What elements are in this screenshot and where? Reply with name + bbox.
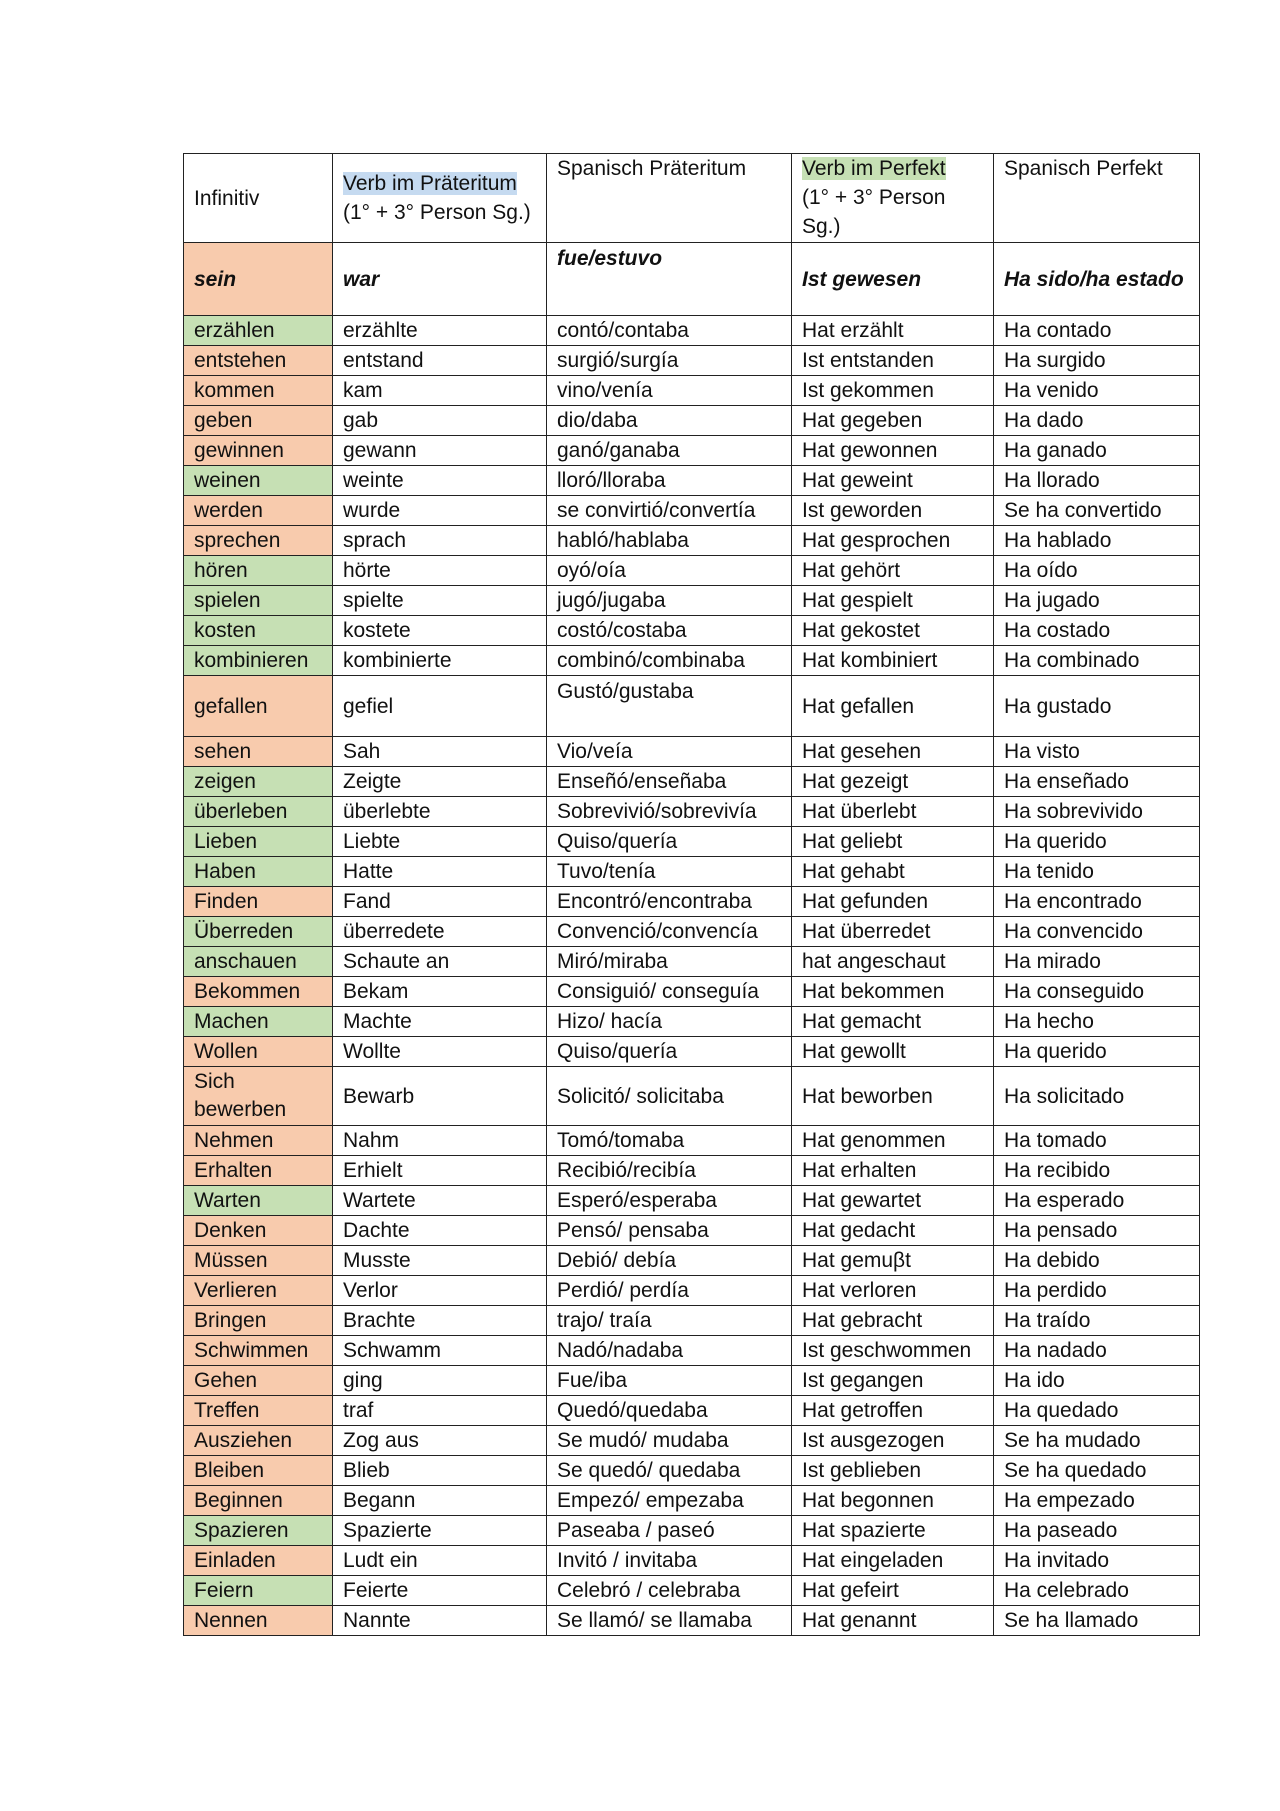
header-infinitiv-text: Infinitiv [194,186,260,210]
header-perfekt-line2: (1° + 3° Person Sg.) [802,186,946,238]
cell-praeteritum: Bewarb [333,1067,547,1126]
cell-spanisch-praeteritum: Gustó/gustaba [547,676,792,737]
table-row [184,616,1200,646]
cell-infinitiv: Denken [184,1216,333,1246]
cell-infinitiv: Bringen [184,1306,333,1336]
cell-spanisch-perfekt: Se ha convertido [994,496,1200,526]
cell-perfekt: Ist geschwommen [792,1336,994,1366]
cell-spanisch-praeteritum: Invitó / invitaba [547,1546,792,1576]
cell-spanisch-perfekt: Ha sobrevivido [994,797,1200,827]
table-row [184,646,1200,676]
cell-spanisch-praeteritum: Consiguió/ conseguía [547,977,792,1007]
table-row [184,346,1200,376]
table-row [184,1426,1200,1456]
cell-praeteritum: gefiel [333,676,547,737]
table-row [184,1306,1200,1336]
cell-praeteritum: Liebte [333,827,547,857]
cell-perfekt: Ist gekommen [792,376,994,406]
cell-praeteritum: gewann [333,436,547,466]
cell-perfekt: Hat spazierte [792,1516,994,1546]
table-row [184,376,1200,406]
cell-praeteritum: Ludt ein [333,1546,547,1576]
cell-perfekt: Ist gegangen [792,1366,994,1396]
cell-spanisch-perfekt: Se ha quedado [994,1456,1200,1486]
cell-infinitiv: Ausziehen [184,1426,333,1456]
cell-perfekt: Hat gehabt [792,857,994,887]
table-row [184,1366,1200,1396]
cell-infinitiv: Überreden [184,917,333,947]
cell-infinitiv: Spazieren [184,1516,333,1546]
cell-spanisch-perfekt: Ha invitado [994,1546,1200,1576]
cell-spanisch-praeteritum: jugó/jugaba [547,586,792,616]
cell-spanisch-perfekt: Ha oído [994,556,1200,586]
cell-spanisch-praeteritum: costó/costaba [547,616,792,646]
header-infinitiv [184,154,333,243]
table-row [184,676,1200,737]
table-row [184,1336,1200,1366]
cell-praeteritum: kostete [333,616,547,646]
cell-infinitiv: Gehen [184,1366,333,1396]
table-row [184,243,1200,316]
cell-perfekt: Hat genannt [792,1606,994,1636]
table-row [184,496,1200,526]
cell-infinitiv: Sich bewerben [184,1067,333,1126]
table-row [184,1186,1200,1216]
cell-infinitiv: Bekommen [184,977,333,1007]
cell-perfekt: Hat verloren [792,1276,994,1306]
table-row [184,1516,1200,1546]
cell-infinitiv: Warten [184,1186,333,1216]
table-row [184,1007,1200,1037]
cell-perfekt: Ist gewesen [792,243,994,316]
cell-spanisch-praeteritum: Quiso/quería [547,1037,792,1067]
cell-spanisch-praeteritum: Paseaba / paseó [547,1516,792,1546]
cell-spanisch-praeteritum: Tomó/tomaba [547,1126,792,1156]
table-row [184,1216,1200,1246]
table-row [184,1486,1200,1516]
verb-conjugation-table [183,153,1200,1636]
table-row [184,1396,1200,1426]
cell-perfekt: Hat erzählt [792,316,994,346]
header-perfekt [792,154,994,243]
table-header-row [184,154,1200,243]
cell-spanisch-perfekt: Ha querido [994,827,1200,857]
cell-perfekt: Hat überredet [792,917,994,947]
table-row [184,466,1200,496]
cell-perfekt: Hat geliebt [792,827,994,857]
cell-spanisch-perfekt: Ha ido [994,1366,1200,1396]
header-praeteritum [333,154,547,243]
table-row [184,1576,1200,1606]
cell-perfekt: Hat gezeigt [792,767,994,797]
cell-spanisch-praeteritum: oyó/oía [547,556,792,586]
cell-spanisch-praeteritum: Esperó/esperaba [547,1186,792,1216]
cell-infinitiv: Haben [184,857,333,887]
cell-perfekt: Hat begonnen [792,1486,994,1516]
table-row [184,827,1200,857]
header-spanisch-perfekt [994,154,1200,243]
cell-infinitiv: gewinnen [184,436,333,466]
cell-spanisch-perfekt: Ha traído [994,1306,1200,1336]
cell-infinitiv: erzählen [184,316,333,346]
table-row [184,857,1200,887]
cell-praeteritum: Brachte [333,1306,547,1336]
cell-praeteritum: Wollte [333,1037,547,1067]
cell-infinitiv: Treffen [184,1396,333,1426]
cell-perfekt: Ist geblieben [792,1456,994,1486]
cell-spanisch-praeteritum: Vio/veía [547,737,792,767]
cell-infinitiv: sprechen [184,526,333,556]
cell-spanisch-praeteritum: fue/estuvo [547,243,792,316]
cell-praeteritum: Bekam [333,977,547,1007]
table-row [184,797,1200,827]
cell-praeteritum: Machte [333,1007,547,1037]
cell-praeteritum: hörte [333,556,547,586]
cell-perfekt: Hat erhalten [792,1156,994,1186]
cell-praeteritum: Blieb [333,1456,547,1486]
cell-infinitiv: Nennen [184,1606,333,1636]
cell-spanisch-perfekt: Se ha llamado [994,1606,1200,1636]
cell-spanisch-perfekt: Ha nadado [994,1336,1200,1366]
cell-perfekt: Hat getroffen [792,1396,994,1426]
cell-praeteritum: überlebte [333,797,547,827]
cell-spanisch-perfekt: Ha paseado [994,1516,1200,1546]
cell-spanisch-perfekt: Ha hecho [994,1007,1200,1037]
cell-spanisch-perfekt: Ha mirado [994,947,1200,977]
cell-perfekt: Hat gewollt [792,1037,994,1067]
cell-infinitiv: weinen [184,466,333,496]
cell-spanisch-perfekt: Ha llorado [994,466,1200,496]
table-row [184,1156,1200,1186]
cell-infinitiv: zeigen [184,767,333,797]
table-row [184,1126,1200,1156]
cell-infinitiv: Machen [184,1007,333,1037]
cell-spanisch-perfekt: Ha surgido [994,346,1200,376]
cell-spanisch-perfekt: Ha encontrado [994,887,1200,917]
cell-spanisch-perfekt: Ha jugado [994,586,1200,616]
cell-spanisch-praeteritum: Encontró/encontraba [547,887,792,917]
cell-perfekt: Hat bekommen [792,977,994,1007]
cell-infinitiv: sein [184,243,333,316]
cell-spanisch-praeteritum: Miró/miraba [547,947,792,977]
cell-praeteritum: Feierte [333,1576,547,1606]
table-row [184,586,1200,616]
cell-praeteritum: ging [333,1366,547,1396]
cell-praeteritum: sprach [333,526,547,556]
cell-praeteritum: kombinierte [333,646,547,676]
table-row [184,1276,1200,1306]
cell-spanisch-perfekt: Ha visto [994,737,1200,767]
cell-praeteritum: Hatte [333,857,547,887]
cell-praeteritum: war [333,243,547,316]
cell-praeteritum: traf [333,1396,547,1426]
cell-praeteritum: Zog aus [333,1426,547,1456]
cell-infinitiv: Lieben [184,827,333,857]
cell-spanisch-perfekt: Ha sido/ha estado [994,243,1200,316]
cell-perfekt: Hat gefeirt [792,1576,994,1606]
cell-praeteritum: kam [333,376,547,406]
cell-spanisch-perfekt: Se ha mudado [994,1426,1200,1456]
cell-infinitiv: anschauen [184,947,333,977]
cell-spanisch-perfekt: Ha esperado [994,1186,1200,1216]
cell-praeteritum: erzählte [333,316,547,346]
cell-praeteritum: Dachte [333,1216,547,1246]
cell-spanisch-praeteritum: Perdió/ perdía [547,1276,792,1306]
cell-perfekt: Hat gefallen [792,676,994,737]
cell-praeteritum: Fand [333,887,547,917]
table-row [184,526,1200,556]
cell-infinitiv: sehen [184,737,333,767]
header-perfekt-line1: Verb im Perfekt [802,157,946,180]
cell-spanisch-praeteritum: Empezó/ empezaba [547,1486,792,1516]
cell-infinitiv: Beginnen [184,1486,333,1516]
cell-spanisch-praeteritum: combinó/combinaba [547,646,792,676]
cell-spanisch-perfekt: Ha perdido [994,1276,1200,1306]
cell-spanisch-praeteritum: Quiso/quería [547,827,792,857]
cell-spanisch-perfekt: Ha empezado [994,1486,1200,1516]
table-row [184,947,1200,977]
table-row [184,767,1200,797]
table-row [184,977,1200,1007]
cell-praeteritum: spielte [333,586,547,616]
header-spanisch-praeteritum-text: Spanisch Präteritum [557,157,747,180]
cell-spanisch-perfekt: Ha costado [994,616,1200,646]
cell-spanisch-perfekt: Ha pensado [994,1216,1200,1246]
table-row [184,1037,1200,1067]
cell-praeteritum: Nahm [333,1126,547,1156]
cell-infinitiv: Bleiben [184,1456,333,1486]
cell-spanisch-perfekt: Ha gustado [994,676,1200,737]
cell-spanisch-praeteritum: Debió/ debía [547,1246,792,1276]
cell-infinitiv: hören [184,556,333,586]
table-row [184,556,1200,586]
cell-perfekt: Hat kombiniert [792,646,994,676]
cell-spanisch-perfekt: Ha quedado [994,1396,1200,1426]
cell-spanisch-perfekt: Ha convencido [994,917,1200,947]
cell-spanisch-perfekt: Ha combinado [994,646,1200,676]
cell-perfekt: hat angeschaut [792,947,994,977]
cell-spanisch-praeteritum: vino/venía [547,376,792,406]
cell-spanisch-praeteritum: trajo/ traía [547,1306,792,1336]
cell-spanisch-praeteritum: Enseñó/enseñaba [547,767,792,797]
cell-perfekt: Hat gedacht [792,1216,994,1246]
cell-spanisch-perfekt: Ha venido [994,376,1200,406]
cell-perfekt: Hat überlebt [792,797,994,827]
cell-infinitiv: werden [184,496,333,526]
header-spanisch-praeteritum [547,154,792,243]
cell-spanisch-perfekt: Ha querido [994,1037,1200,1067]
cell-infinitiv: Feiern [184,1576,333,1606]
cell-spanisch-praeteritum: Quedó/quedaba [547,1396,792,1426]
cell-infinitiv: Verlieren [184,1276,333,1306]
cell-spanisch-perfekt: Ha contado [994,316,1200,346]
cell-spanisch-praeteritum: se convirtió/convertía [547,496,792,526]
table-body [184,243,1200,1636]
cell-perfekt: Hat gekostet [792,616,994,646]
cell-perfekt: Hat beworben [792,1067,994,1126]
cell-perfekt: Hat gefunden [792,887,994,917]
cell-spanisch-praeteritum: Se quedó/ quedaba [547,1456,792,1486]
cell-spanisch-praeteritum: Se llamó/ se llamaba [547,1606,792,1636]
cell-spanisch-praeteritum: Hizo/ hacía [547,1007,792,1037]
table-row [184,1246,1200,1276]
table-row [184,1546,1200,1576]
table-row [184,1067,1200,1126]
cell-perfekt: Hat gebracht [792,1306,994,1336]
cell-praeteritum: Wartete [333,1186,547,1216]
cell-praeteritum: gab [333,406,547,436]
cell-perfekt: Hat gesehen [792,737,994,767]
cell-infinitiv: Schwimmen [184,1336,333,1366]
cell-perfekt: Hat gewartet [792,1186,994,1216]
cell-spanisch-praeteritum: Se mudó/ mudaba [547,1426,792,1456]
cell-spanisch-perfekt: Ha recibido [994,1156,1200,1186]
cell-perfekt: Hat gemuβt [792,1246,994,1276]
cell-spanisch-praeteritum: Fue/iba [547,1366,792,1396]
cell-perfekt: Hat gespielt [792,586,994,616]
cell-perfekt: Ist geworden [792,496,994,526]
cell-infinitiv: geben [184,406,333,436]
table-row [184,406,1200,436]
cell-spanisch-perfekt: Ha solicitado [994,1067,1200,1126]
cell-infinitiv: Wollen [184,1037,333,1067]
cell-spanisch-praeteritum: surgió/surgía [547,346,792,376]
cell-spanisch-perfekt: Ha ganado [994,436,1200,466]
cell-perfekt: Hat eingeladen [792,1546,994,1576]
cell-infinitiv: kosten [184,616,333,646]
cell-infinitiv: gefallen [184,676,333,737]
cell-praeteritum: Verlor [333,1276,547,1306]
cell-perfekt: Ist entstanden [792,346,994,376]
table-row [184,887,1200,917]
cell-infinitiv: spielen [184,586,333,616]
table-row [184,917,1200,947]
cell-infinitiv: Müssen [184,1246,333,1276]
cell-praeteritum: entstand [333,346,547,376]
cell-praeteritum: Zeigte [333,767,547,797]
cell-spanisch-praeteritum: Tuvo/tenía [547,857,792,887]
cell-praeteritum: Nannte [333,1606,547,1636]
table-row [184,316,1200,346]
cell-perfekt: Hat genommen [792,1126,994,1156]
cell-infinitiv: entstehen [184,346,333,376]
cell-spanisch-praeteritum: Recibió/recibía [547,1156,792,1186]
cell-spanisch-perfekt: Ha hablado [994,526,1200,556]
cell-infinitiv: überleben [184,797,333,827]
header-praeteritum-line2: (1° + 3° Person Sg.) [343,201,531,224]
cell-spanisch-praeteritum: lloró/lloraba [547,466,792,496]
cell-infinitiv: kommen [184,376,333,406]
table-row [184,1456,1200,1486]
cell-perfekt: Hat gesprochen [792,526,994,556]
cell-infinitiv: Nehmen [184,1126,333,1156]
cell-praeteritum: Spazierte [333,1516,547,1546]
cell-perfekt: Hat gemacht [792,1007,994,1037]
cell-spanisch-praeteritum: ganó/ganaba [547,436,792,466]
header-spanisch-perfekt-text: Spanisch Perfekt [1004,157,1163,180]
table-row [184,737,1200,767]
cell-spanisch-perfekt: Ha enseñado [994,767,1200,797]
cell-perfekt: Hat gewonnen [792,436,994,466]
cell-praeteritum: Erhielt [333,1156,547,1186]
cell-praeteritum: überredete [333,917,547,947]
cell-praeteritum: Sah [333,737,547,767]
cell-spanisch-praeteritum: Nadó/nadaba [547,1336,792,1366]
cell-spanisch-praeteritum: habló/hablaba [547,526,792,556]
cell-spanisch-praeteritum: contó/contaba [547,316,792,346]
header-praeteritum-line1: Verb im Präteritum [343,172,517,195]
cell-spanisch-perfekt: Ha conseguido [994,977,1200,1007]
cell-infinitiv: Erhalten [184,1156,333,1186]
cell-spanisch-praeteritum: Celebró / celebraba [547,1576,792,1606]
cell-perfekt: Hat geweint [792,466,994,496]
cell-spanisch-perfekt: Ha tenido [994,857,1200,887]
cell-spanisch-perfekt: Ha celebrado [994,1576,1200,1606]
cell-spanisch-praeteritum: dio/daba [547,406,792,436]
cell-praeteritum: weinte [333,466,547,496]
cell-spanisch-praeteritum: Sobrevivió/sobrevivía [547,797,792,827]
cell-infinitiv: Einladen [184,1546,333,1576]
table-row [184,436,1200,466]
table-row [184,1606,1200,1636]
cell-praeteritum: Schaute an [333,947,547,977]
cell-spanisch-praeteritum: Solicitó/ solicitaba [547,1067,792,1126]
cell-spanisch-praeteritum: Pensó/ pensaba [547,1216,792,1246]
cell-perfekt: Hat gehört [792,556,994,586]
cell-spanisch-perfekt: Ha dado [994,406,1200,436]
cell-praeteritum: Begann [333,1486,547,1516]
cell-praeteritum: wurde [333,496,547,526]
cell-infinitiv: Finden [184,887,333,917]
cell-perfekt: Ist ausgezogen [792,1426,994,1456]
cell-perfekt: Hat gegeben [792,406,994,436]
cell-spanisch-perfekt: Ha debido [994,1246,1200,1276]
cell-praeteritum: Schwamm [333,1336,547,1366]
cell-infinitiv: kombinieren [184,646,333,676]
cell-praeteritum: Musste [333,1246,547,1276]
cell-spanisch-perfekt: Ha tomado [994,1126,1200,1156]
cell-spanisch-praeteritum: Convenció/convencía [547,917,792,947]
